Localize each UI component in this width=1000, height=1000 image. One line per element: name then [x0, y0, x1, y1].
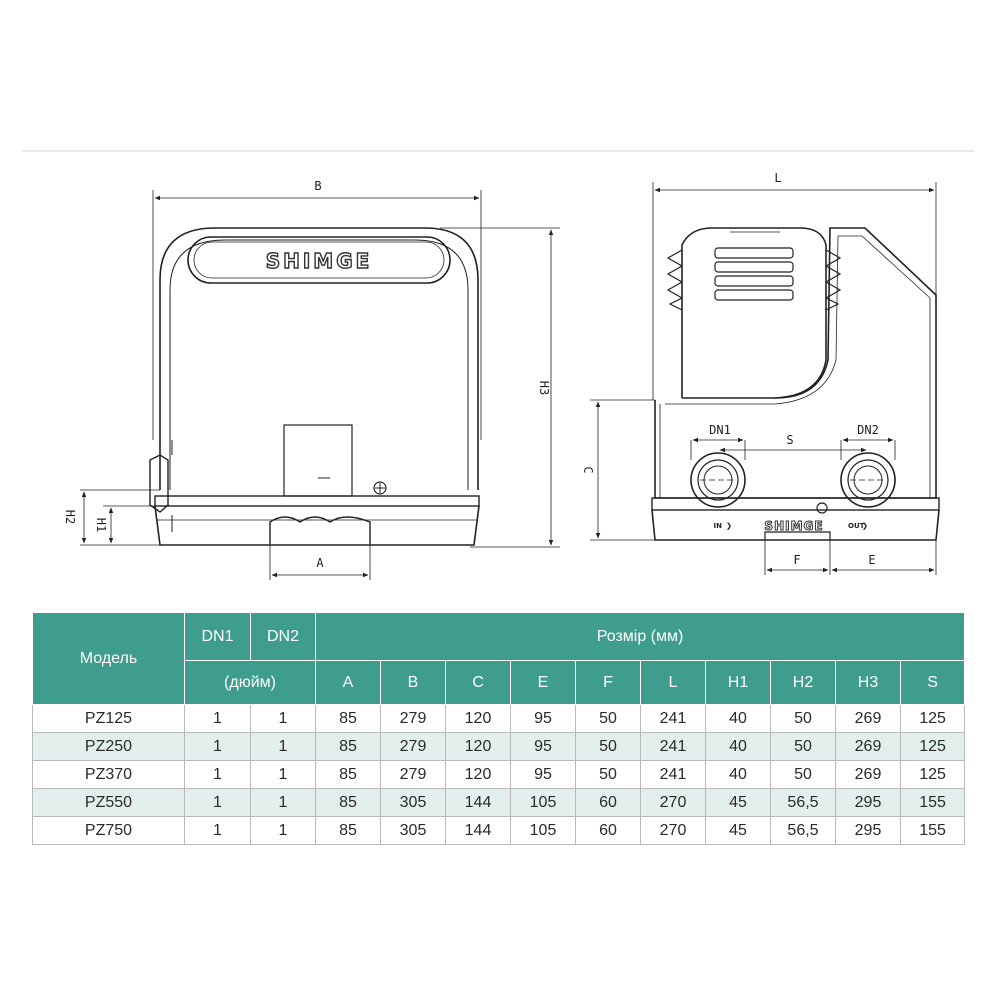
size-col-header: H2 — [771, 661, 836, 705]
size-cell: 125 — [901, 761, 965, 789]
model-cell: PZ370 — [33, 761, 185, 789]
size-cell: 40 — [706, 733, 771, 761]
size-cell: 85 — [316, 789, 381, 817]
side-brand-logo: SHIMGE — [764, 519, 824, 533]
label-f: F — [793, 553, 801, 567]
size-col-header: B — [381, 661, 446, 705]
size-cell: 120 — [446, 705, 511, 733]
label-c: C — [581, 466, 595, 474]
size-cell: 125 — [901, 705, 965, 733]
model-cell: PZ125 — [33, 705, 185, 733]
dn1-cell: 1 — [185, 733, 251, 761]
label-dn1: DN1 — [709, 423, 731, 437]
size-cell: 85 — [316, 761, 381, 789]
inlet-arrow-icon: ❯ — [726, 521, 733, 532]
size-cell: 269 — [836, 705, 901, 733]
dn2-cell: 1 — [251, 761, 316, 789]
size-cell: 50 — [576, 733, 641, 761]
size-cell: 50 — [771, 761, 836, 789]
model-cell: PZ550 — [33, 789, 185, 817]
dn1-cell: 1 — [185, 761, 251, 789]
size-cell: 50 — [576, 761, 641, 789]
header-model: Модель — [33, 613, 185, 705]
model-cell: PZ750 — [33, 817, 185, 845]
table-row — [33, 817, 965, 845]
size-cell: 85 — [316, 817, 381, 845]
label-s: S — [786, 433, 794, 447]
size-col-header: A — [316, 661, 381, 705]
side-base — [652, 498, 939, 510]
size-col-header: C — [446, 661, 511, 705]
size-col-header: F — [576, 661, 641, 705]
table-row — [33, 761, 965, 789]
size-cell: 105 — [511, 817, 576, 845]
size-col-header: S — [901, 661, 965, 705]
drain-plug — [817, 503, 827, 513]
size-cell: 95 — [511, 705, 576, 733]
outlet-marker: OUT — [848, 522, 865, 530]
size-cell: 50 — [576, 705, 641, 733]
size-cell: 144 — [446, 817, 511, 845]
bottom-cutout — [270, 517, 370, 545]
header-dn1: DN1 — [185, 613, 251, 661]
label-h2: H2 — [63, 509, 77, 525]
size-cell: 279 — [381, 705, 446, 733]
size-col-header: E — [511, 661, 576, 705]
size-cell: 50 — [771, 733, 836, 761]
size-cell: 56,5 — [771, 817, 836, 845]
size-cell: 45 — [706, 817, 771, 845]
dn2-cell: 1 — [251, 817, 316, 845]
dn1-cell: 1 — [185, 789, 251, 817]
motor-body — [682, 228, 826, 398]
table-row — [33, 733, 965, 761]
size-cell: 95 — [511, 761, 576, 789]
label-a: A — [316, 556, 324, 570]
header-size: Розмір (мм) — [316, 613, 965, 661]
size-cell: 270 — [641, 817, 706, 845]
side-bottom-stand — [765, 532, 830, 540]
size-cell: 125 — [901, 733, 965, 761]
inlet-marker: IN — [713, 522, 722, 530]
table-row — [33, 789, 965, 817]
size-cell: 144 — [446, 789, 511, 817]
label-l: L — [774, 171, 782, 185]
size-cell: 279 — [381, 761, 446, 789]
size-cell: 40 — [706, 705, 771, 733]
dn2-cell: 1 — [251, 733, 316, 761]
size-cell: 85 — [316, 733, 381, 761]
size-cell: 50 — [771, 705, 836, 733]
side-body-outline — [655, 228, 936, 498]
size-cell: 295 — [836, 789, 901, 817]
front-base-foot — [155, 506, 479, 545]
size-cell: 305 — [381, 789, 446, 817]
size-cell: 60 — [576, 789, 641, 817]
size-cell: 155 — [901, 817, 965, 845]
size-cell: 305 — [381, 817, 446, 845]
size-cell: 105 — [511, 789, 576, 817]
size-cell: 269 — [836, 733, 901, 761]
size-cell: 120 — [446, 761, 511, 789]
size-cell: 60 — [576, 817, 641, 845]
dn2-cell: 1 — [251, 789, 316, 817]
model-cell: PZ250 — [33, 733, 185, 761]
front-housing-inner — [170, 240, 468, 490]
side-nozzle — [150, 455, 168, 512]
size-cell: 241 — [641, 761, 706, 789]
label-h1: H1 — [94, 517, 108, 533]
dn1-cell: 1 — [185, 705, 251, 733]
dn2-cell: 1 — [251, 705, 316, 733]
size-cell: 155 — [901, 789, 965, 817]
label-dn2: DN2 — [857, 423, 879, 437]
motor-vents — [715, 248, 793, 300]
size-cell: 120 — [446, 733, 511, 761]
size-cell: 45 — [706, 789, 771, 817]
label-b: B — [314, 179, 322, 193]
size-col-header: H1 — [706, 661, 771, 705]
size-cell: 95 — [511, 733, 576, 761]
control-box — [284, 425, 352, 496]
size-cell: 241 — [641, 733, 706, 761]
motor-fins — [668, 250, 840, 310]
front-brand-logo: SHIMGE — [265, 249, 373, 273]
header-unit-inch: (дюйм) — [185, 661, 316, 705]
size-cell: 270 — [641, 789, 706, 817]
label-e: E — [868, 553, 876, 567]
size-cell: 241 — [641, 705, 706, 733]
size-cell: 295 — [836, 817, 901, 845]
size-cell: 269 — [836, 761, 901, 789]
size-cell: 279 — [381, 733, 446, 761]
size-cell: 56,5 — [771, 789, 836, 817]
header-dn2: DN2 — [251, 613, 316, 661]
spec-table — [32, 612, 965, 845]
size-cell: 85 — [316, 705, 381, 733]
dn1-cell: 1 — [185, 817, 251, 845]
size-cell: 40 — [706, 761, 771, 789]
side-view — [590, 182, 939, 575]
label-h3: H3 — [537, 380, 551, 396]
outlet-arrow-icon: ❯ — [862, 521, 869, 532]
size-col-header: H3 — [836, 661, 901, 705]
table-row — [33, 705, 965, 733]
size-col-header: L — [641, 661, 706, 705]
front-base — [155, 496, 479, 506]
